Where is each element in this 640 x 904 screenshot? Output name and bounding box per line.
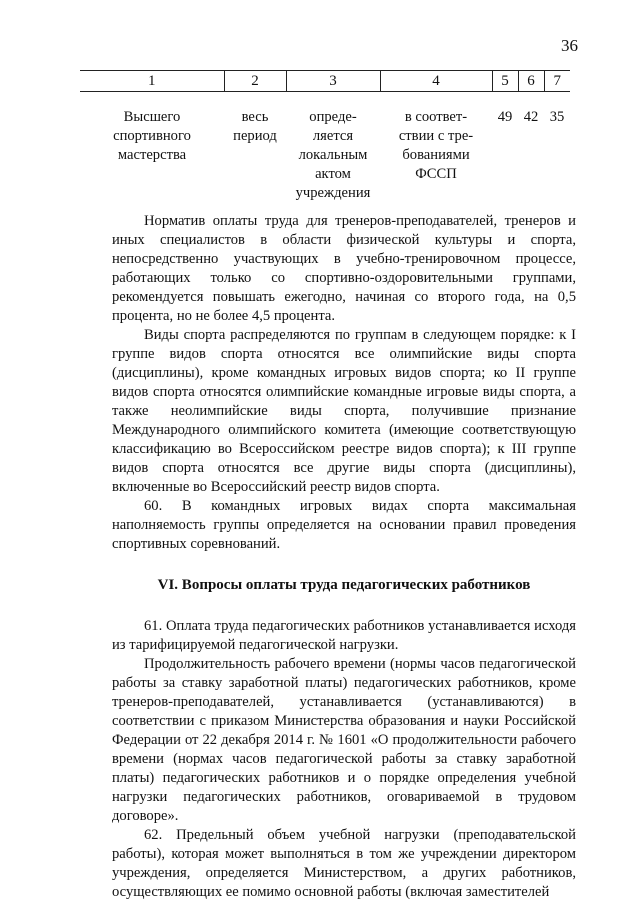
- paragraph: 61. Оплата труда педагогических работников устанавливается исходя из тарифицируемой педагогической нагрузки.: [112, 618, 576, 653]
- paragraph: 62. Предельный объем учебной нагрузки (преподавательской работы), которая может выполняться в том же учреждении директором учреждения, определяется Министерством, а других работников, осуществляющих ее помимо основной работы (включая заместителей: [112, 827, 576, 900]
- cell-value-7: 35: [549, 109, 565, 125]
- column-header-4: 4: [380, 71, 492, 92]
- cell-period: весь период: [233, 109, 277, 144]
- column-header-1: 1: [80, 71, 224, 92]
- column-header-5: 5: [492, 71, 518, 92]
- cell-standard: в соответ- ствии с тре- бованиями ФССП: [398, 109, 474, 182]
- section-heading: VI. Вопросы оплаты труда педагогических работников: [157, 577, 531, 593]
- paragraph: Норматив оплаты труда для тренеров-преподавателей, тренеров и иных специалистов в области физической культуры и спорта, непосредственно участвующих в учебно-тренировочном процессе, работающих только со спортивно-оздоровительными группами, рекомендуется повышать ежегодно, начиная со второго года, на 0,5 процента, но не более 4,5 процента.: [112, 213, 576, 324]
- column-header-3: 3: [286, 71, 380, 92]
- page-number: 36: [561, 36, 578, 55]
- table-header: [80, 70, 570, 92]
- column-header-2: 2: [224, 71, 286, 92]
- document-body: [112, 212, 576, 902]
- cell-determination: опреде- ляется локальным актом учреждения: [295, 109, 371, 201]
- column-header-6: 6: [518, 71, 544, 92]
- column-header-7: 7: [544, 71, 570, 92]
- paragraph: Виды спорта распределяются по группам в следующем порядке: к I группе видов спорта относятся все олимпийские виды спорта (дисциплины), кроме командных игровых видов спорта; ко II группе видов спорта относятся олимпийские командные игровые виды спорта, а также неолимпийские виды спорта, получившие признание Международного олимпийского комитета (имеющие соответствующую классификацию во Всероссийском реестре видов спорта); к III группе видов спорта относятся все другие виды спорта (дисциплины), включенные во Всероссийский реестр видов спорта.: [112, 327, 576, 495]
- paragraph: Продолжительность рабочего времени (нормы часов педагогической работы за ставку заработной платы) педагогических работников, кроме тренеров-преподавателей, устанавливается (устанавливаются) в соответствии с приказом Министерства образования и науки Российской Федерации от 22 декабря 2014 г. № 1601 «О продолжительности рабочего времени (нормах часов педагогической работы за ставку заработной платы) педагогических работников и о порядке определения учебной нагрузки педагогических работников, оговариваемой в трудовом договоре».: [112, 656, 576, 824]
- cell-level: Высшего спортивного мастерства: [113, 109, 191, 163]
- cell-value-6: 42: [523, 109, 539, 125]
- cell-value-5: 49: [497, 109, 513, 125]
- paragraph: 60. В командных игровых видах спорта максимальная наполняемость группы определяется на основании правил проведения спортивных соревнований.: [112, 498, 576, 552]
